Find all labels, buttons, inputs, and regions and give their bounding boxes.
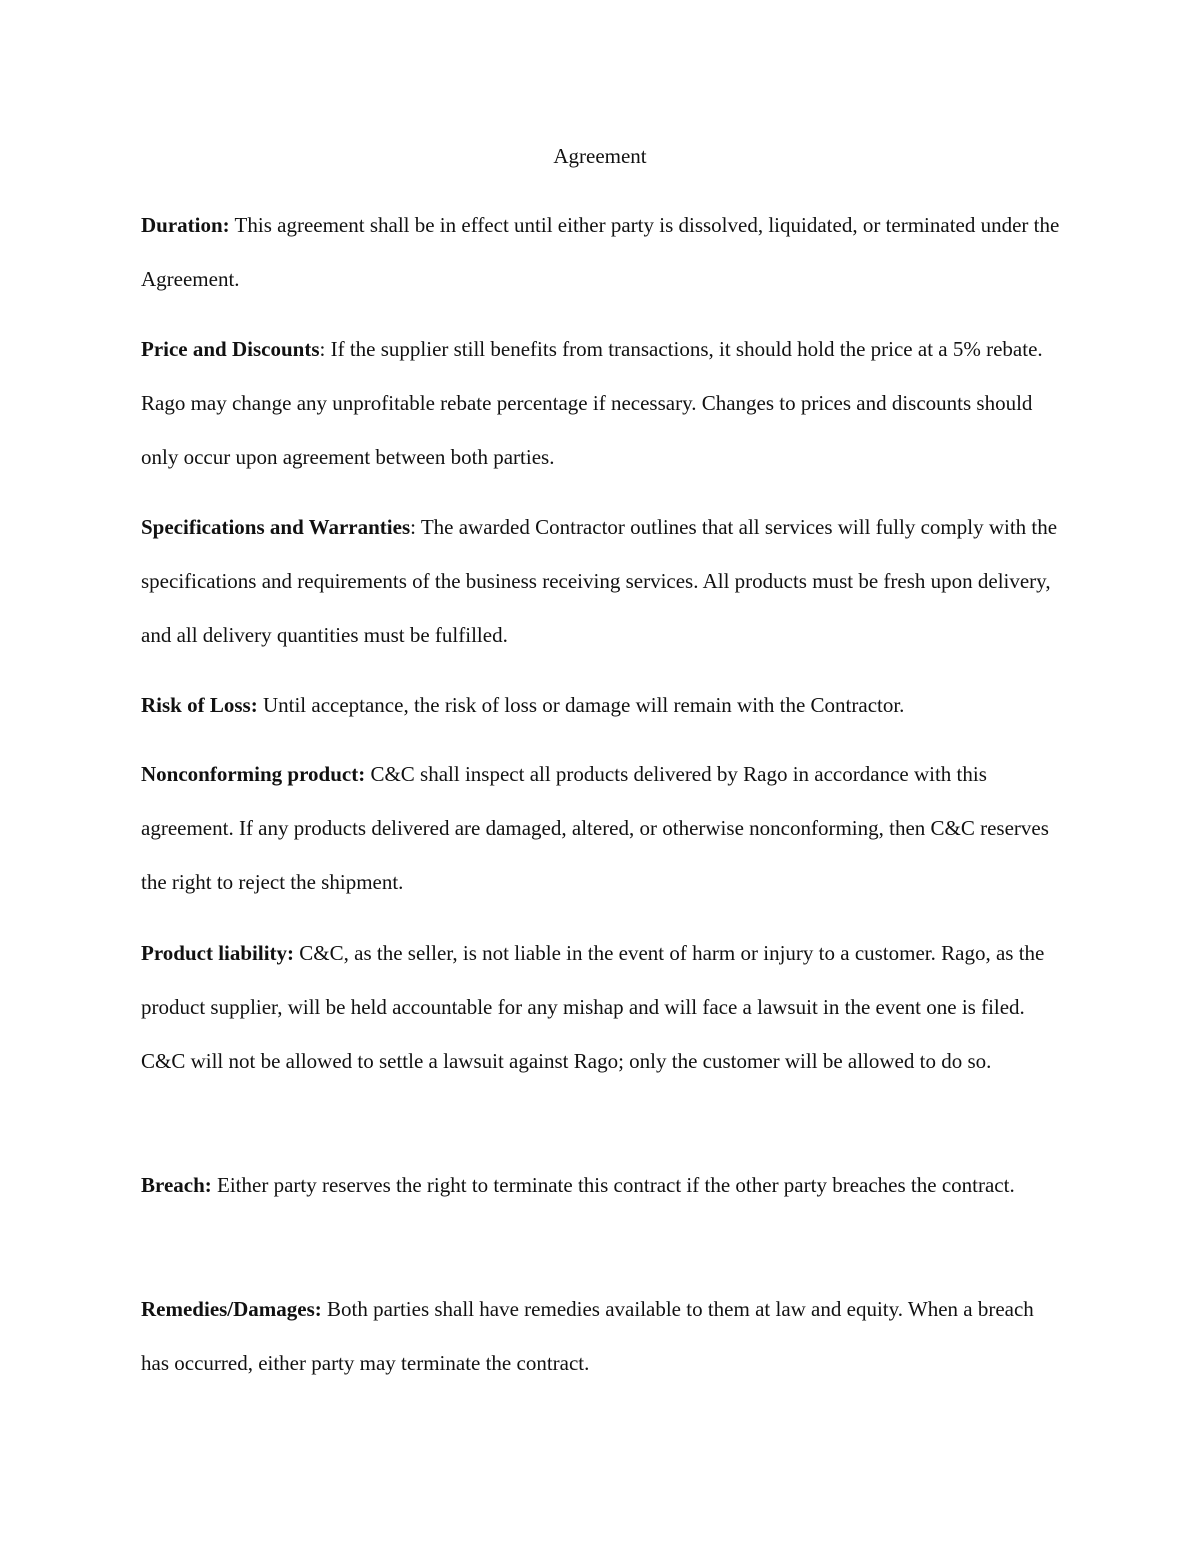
section-text: Both parties shall have remedies available to them at law and equity. When a breach has occurred, either party may terminate the contract.: [141, 1297, 1034, 1375]
section-term: Price and Discounts: [141, 337, 320, 361]
section-price-and-discounts: [141, 322, 1061, 484]
section-term: Breach:: [141, 1173, 212, 1197]
section-text: Either party reserves the right to terminate this contract if the other party breaches the contract.: [211, 1173, 1015, 1197]
section-term: Nonconforming product:: [141, 762, 366, 786]
section-specifications-and-warranties: [141, 500, 1061, 662]
document-title: Agreement: [553, 144, 647, 168]
section-term: Duration:: [141, 213, 230, 237]
section-nonconforming-product: [141, 747, 1061, 909]
section-term: Risk of Loss:: [141, 693, 258, 717]
section-duration: [141, 198, 1061, 306]
section-text: C&C shall inspect all products delivered by Rago in accordance with this agreement. If any products delivered are damaged, altered, or otherwise nonconforming, then C&C reserves the right to reject the shipment.: [141, 762, 1049, 894]
section-text: C&C, as the seller, is not liable in the event of harm or injury to a customer. Rago, as the product supplier, will be held accountable for any mishap and will face a lawsuit in the event one is filed. C&C will not be allowed to settle a lawsuit against Rago; only the customer will be allowed to do so.: [141, 941, 1045, 1073]
section-text: This agreement shall be in effect until either party is dissolved, liquidated, or terminated under the Agreement.: [141, 213, 1060, 291]
section-remedies-damages: [141, 1282, 1061, 1390]
section-text: Until acceptance, the risk of loss or damage will remain with the Contractor.: [257, 693, 905, 717]
section-breach: [141, 1158, 1061, 1212]
section-product-liability: [141, 926, 1061, 1088]
section-term: Specifications and Warranties: [141, 515, 411, 539]
section-risk-of-loss: [141, 678, 1061, 732]
section-term: Remedies/Damages:: [141, 1297, 322, 1321]
section-text: : The awarded Contractor outlines that all services will fully comply with the specifications and requirements of the business receiving services. All products must be fresh upon delivery, and all delivery quantities must be fulfilled.: [141, 515, 1058, 647]
section-term: Product liability:: [141, 941, 295, 965]
section-text: : If the supplier still benefits from transactions, it should hold the price at a 5% rebate. Rago may change any unprofitable rebate percentage if necessary. Changes to prices and discounts should only occur upon agreement between both parties.: [141, 337, 1043, 469]
